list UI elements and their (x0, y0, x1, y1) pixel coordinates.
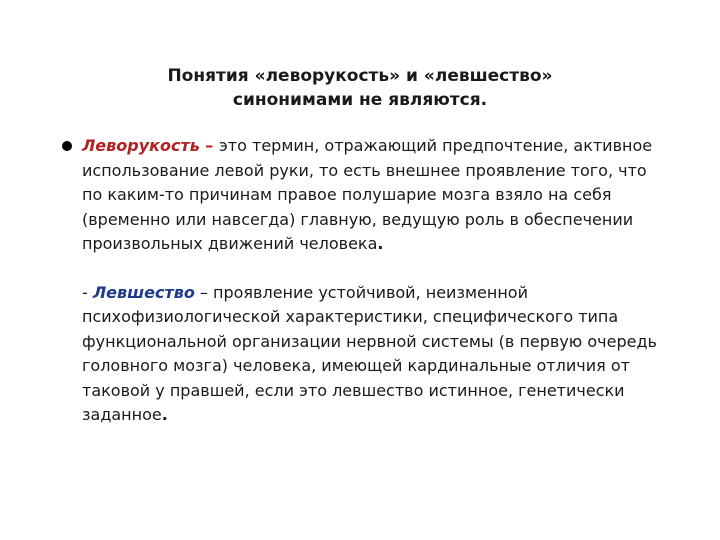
definition-leftHandedness (62, 134, 672, 257)
bullet-icon (62, 141, 72, 151)
term-levshestvo: Левшество (92, 282, 195, 302)
definition-text-2: – проявление устойчивой, неизменной психофизиологической характеристики, специфического типа функциональной организации нервной системы (в первую очередь головного мозга) человека, имеющей кардинальные отличия от таковой у правшей, если это левшество истинное, генетически заданное (82, 282, 657, 424)
definition-end-1: . (377, 234, 384, 253)
definition-levshestvo (62, 281, 672, 428)
title-line-1: Понятия «леворукость» и «левшество» (167, 66, 553, 86)
definition-text-1: это термин, отражающий предпочтение, активное использование левой руки, то есть внешнее проявление того, что по каким-то причинам правое полушарие мозга взяло на себя (временно или навсегда) главную, ведущую роль в обеспечении произвольных движений человека (82, 136, 653, 253)
slide-body (62, 134, 672, 428)
term-levorukost: Леворукость – (82, 136, 220, 155)
title-line-2: синонимами не являются. (232, 90, 488, 110)
dash-prefix: - (82, 282, 93, 302)
slide-title (60, 64, 660, 112)
definition-end-2: . (161, 405, 168, 424)
